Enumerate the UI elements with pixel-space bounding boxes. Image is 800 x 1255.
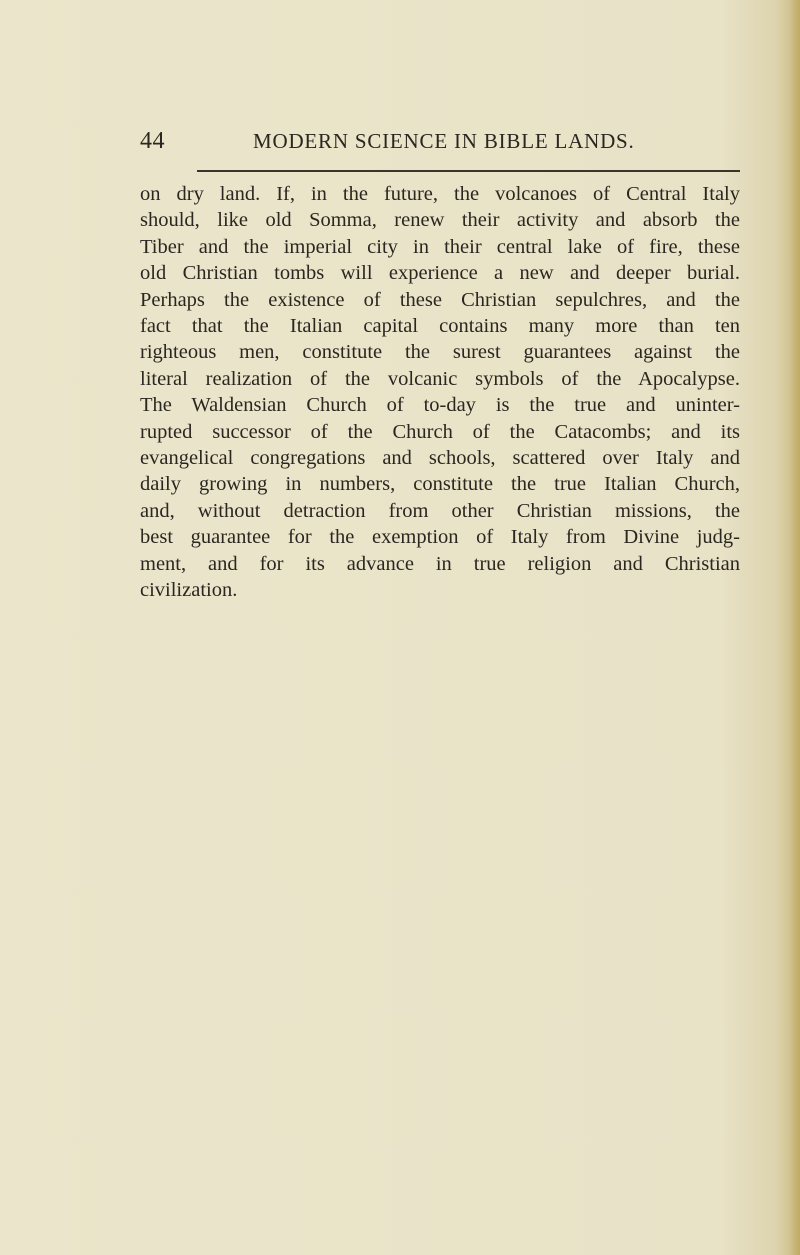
text-line: literal realization of the volcanic symbols of the Apocalypse.	[140, 367, 740, 390]
text-line: civilization.	[140, 579, 238, 602]
text-line: evangelical congregations and schools, scattered over Italy and	[140, 447, 740, 470]
text-line: daily growing in numbers, constitute the true Italian Church,	[140, 473, 740, 496]
page-number: 44	[140, 128, 165, 154]
text-line: Perhaps the existence of these Christian sepulchres, and the	[140, 288, 740, 311]
text-line: best guarantee for the exemption of Italy from Divine judg-	[140, 526, 740, 549]
running-head: MODERN SCIENCE IN BIBLE LANDS.	[253, 129, 635, 153]
body-paragraph	[140, 181, 740, 604]
page-edge-shadow	[790, 0, 800, 1255]
text-line: Tiber and the imperial city in their central lake of fire, these	[140, 235, 740, 258]
text-line: should, like old Somma, renew their activity and absorb the	[140, 209, 740, 232]
text-line: ment, and for its advance in true religion and Christian	[140, 552, 740, 575]
text-line: fact that the Italian capital contains many more than ten	[140, 315, 740, 338]
header-rule	[197, 170, 740, 172]
text-line: old Christian tombs will experience a new and deeper burial.	[140, 262, 740, 285]
page-header	[140, 128, 740, 158]
text-line: The Waldensian Church of to-day is the true and uninter-	[140, 394, 740, 417]
text-line: and, without detraction from other Christian missions, the	[140, 499, 740, 522]
text-line: on dry land. If, in the future, the volcanoes of Central Italy	[140, 183, 740, 205]
text-line: righteous men, constitute the surest guarantees against the	[140, 341, 740, 364]
text-line: rupted successor of the Church of the Catacombs; and its	[140, 420, 740, 443]
